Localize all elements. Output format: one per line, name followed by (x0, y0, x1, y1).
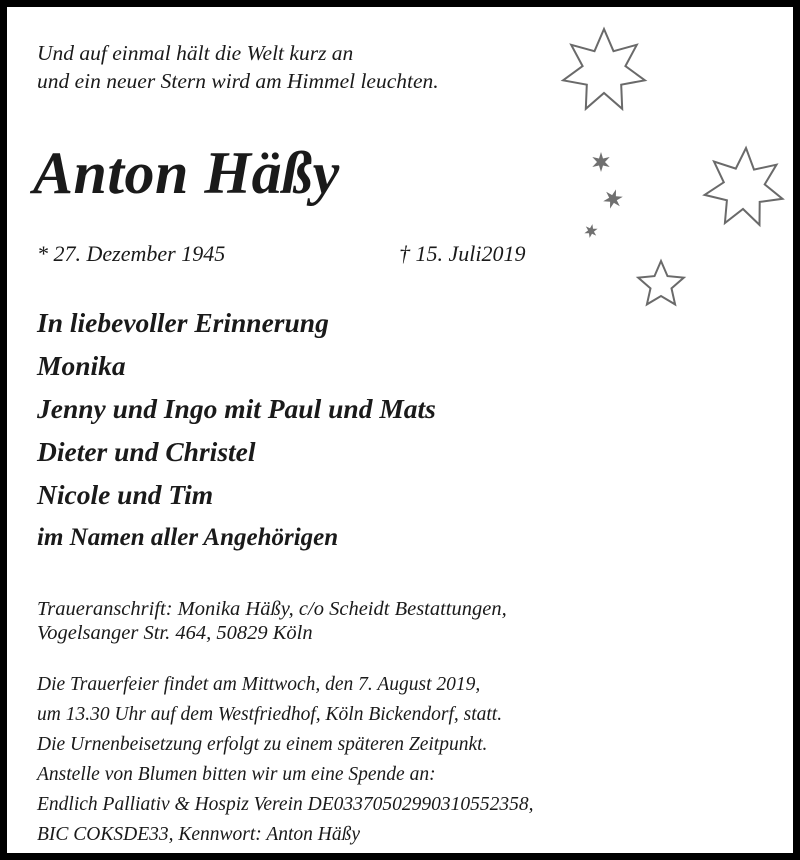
mourners-list (37, 301, 436, 559)
service-line: BIC COKSDE33, Kennwort: Anton Häßy (37, 824, 361, 845)
mourners-line: Monika (37, 350, 126, 381)
deceased-name: Anton Häßy (33, 140, 340, 206)
service-line: Die Trauerfeier findet am Mittwoch, den 7. August 2019, (37, 674, 481, 695)
address-line: Vogelsanger Str. 464, 50829 Köln (37, 622, 313, 644)
mourners-line: Jenny und Ingo mit Paul und Mats (37, 393, 436, 424)
mourners-line: Dieter und Christel (37, 436, 256, 467)
service-line: Anstelle von Blumen bitten wir um eine Spende an: (37, 764, 436, 785)
quote-line-1: Und auf einmal hält die Welt kurz an (37, 41, 354, 65)
mourners-line: Nicole und Tim (37, 479, 214, 510)
service-line: um 13.30 Uhr auf dem Westfriedhof, Köln Bickendorf, statt. (37, 704, 503, 725)
quote-line-2: und ein neuer Stern wird am Himmel leuchten. (37, 69, 439, 93)
mourners-line: In liebevoller Erinnerung (37, 307, 329, 338)
opening-quote (37, 39, 439, 95)
mourners-line: im Namen aller Angehörigen (37, 524, 339, 551)
service-line: Endlich Palliativ & Hospiz Verein DE03370502990310552358, (37, 794, 534, 815)
mourning-address (37, 597, 507, 645)
death-date: † 15. Juli2019 (399, 241, 526, 266)
birth-date: * 27. Dezember 1945 (37, 241, 226, 266)
service-line: Die Urnenbeisetzung erfolgt zu einem späteren Zeitpunkt. (37, 734, 488, 755)
service-details (37, 670, 534, 850)
address-line: Traueranschrift: Monika Häßy, c/o Scheidt Bestattungen, (37, 598, 507, 620)
